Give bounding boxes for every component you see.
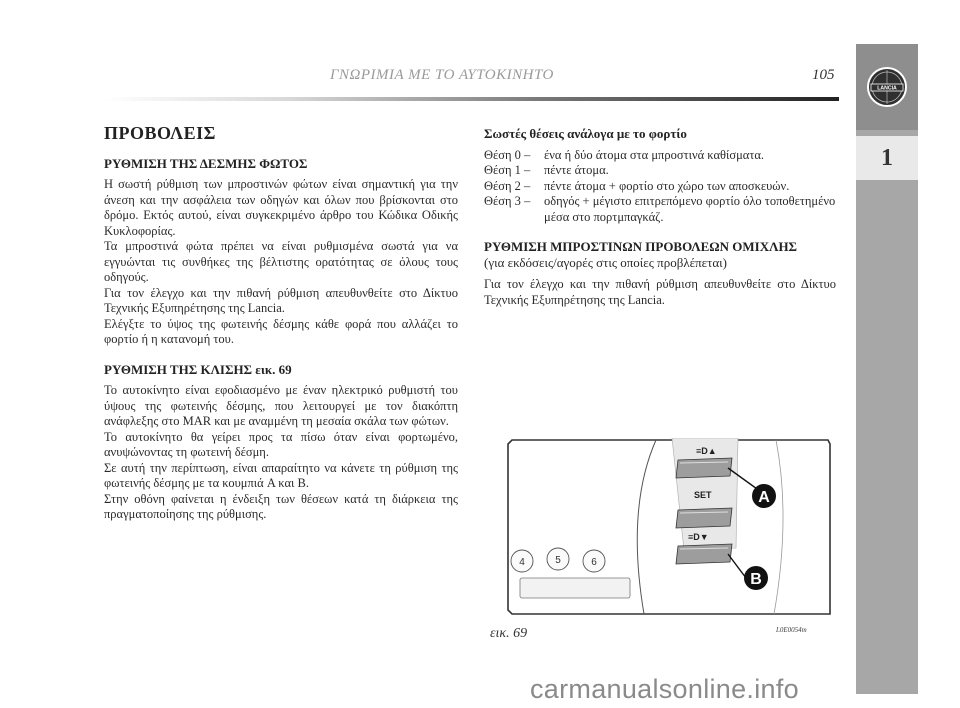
set-label: SET: [694, 490, 712, 500]
position-text: πέντε άτομα.: [544, 163, 609, 177]
chapter-number: 1: [856, 136, 918, 180]
preset-label: 6: [591, 557, 597, 568]
figure-69-dashboard-illustration: [506, 438, 836, 618]
position-text: ένα ή δύο άτομα στα μπροστινά καθίσματα.: [544, 147, 765, 162]
position-row: [484, 148, 836, 164]
preset-button-5: [547, 548, 569, 570]
beam-up-label: ≡D▲: [696, 446, 717, 456]
paragraph: Ελέγξτε το ύψος της φωτεινής δέσμης κάθε φορά που αλλάζει το φορτίο ή η κατανομή του.: [104, 316, 458, 346]
running-header-title: ΓΝΩΡΙΜΙΑ ΜΕ ΤΟ ΑΥΤΟΚΙΝΗΤΟ: [330, 67, 554, 83]
beam-down-label: ≡D▼: [688, 532, 709, 542]
section-heading: ΠΡΟΒΟΛΕΙΣ: [104, 123, 216, 143]
paragraph: Στην οθόνη φαίνεται η ένδειξη των θέσεων κατά τη διάρκεια της πραγματοποίησης της ρύθμισης.: [104, 491, 458, 521]
position-row: [484, 163, 836, 179]
figure-code: L0E0054m: [776, 626, 807, 634]
right-column: [484, 126, 836, 308]
beam-adjustment-heading: ΡΥΘΜΙΣΗ ΤΗΣ ΔΕΣΜΗΣ ΦΩΤΟΣ: [104, 155, 308, 171]
preset-label: 5: [555, 555, 561, 566]
position-label: Θέση 0 –: [484, 147, 531, 162]
set-button: [676, 508, 732, 528]
load-positions-heading: Σωστές θέσεις ανάλογα με το φορτίο: [484, 126, 687, 141]
fog-lights-heading: ΡΥΘΜΙΣΗ ΜΠΡΟΣΤΙΝΩΝ ΠΡΟΒΟΛΕΩΝ ΟΜΙΧΛΗΣ: [484, 239, 798, 254]
logo-text: LANCIA: [877, 85, 897, 92]
position-label: Θέση 3 –: [484, 194, 531, 208]
position-label: Θέση 1 –: [484, 163, 531, 177]
fog-lights-note: (για εκδόσεις/αγορές στις οποίες προβλέπεται): [484, 255, 727, 270]
callout-a-label: A: [758, 489, 770, 506]
page-number: 105: [812, 67, 835, 83]
position-text: οδηγός + μέγιστο επιτρεπόμενο φορτίο όλο τοποθετημένο μέσα στο πορτμπαγκάζ.: [544, 194, 836, 224]
paragraph: Η σωστή ρύθμιση των μπροστινών φώτων είναι σημαντική για την άνεση και την ασφάλεια των οδηγών και όλων που βρίσκονται στο δρόμο. Εκτός αυτού, είναι συγκεκριμένο άρθρο του Κώδικα Οδικής Κυκλοφορίας.: [104, 177, 458, 238]
position-text: πέντε άτομα + φορτίο στο χώρο των αποσκευών.: [544, 178, 790, 193]
position-row: [484, 179, 836, 195]
paragraph: Σε αυτή την περίπτωση, είναι απαραίτητο να κάνετε τη ρύθμιση της φωτεινής δέσμης με τα κουμπιά A και B.: [104, 460, 458, 490]
paragraph: Για τον έλεγχο και την πιθανή ρύθμιση απευθυνθείτε στο Δίκτυο Τεχνικής Εξυπηρέτησης της Lancia.: [104, 285, 458, 315]
paragraph: Το αυτοκίνητο είναι εφοδιασμένο με έναν ηλεκτρικό ρυθμιστή του ύψους της φωτεινής δέσμης, που λειτουργεί με τον διακόπτη ανάφλεξης στο MAR και με αναμμένη τη μεσαία σκάλα των φώτων.: [104, 383, 458, 428]
header-divider: [104, 97, 839, 101]
left-column: [104, 123, 458, 523]
watermark[interactable]: carmanualsonline.info: [530, 674, 799, 704]
position-row: [484, 194, 836, 225]
paragraph: Το αυτοκίνητο θα γείρει προς τα πίσω όταν είναι φορτωμένο, ανυψώνοντας τη φωτεινή δέσμη.: [104, 429, 458, 459]
position-label: Θέση 2 –: [484, 178, 531, 193]
preset-button-4: [511, 550, 533, 572]
callout-b: [744, 566, 768, 590]
tilt-adjustment-heading: ΡΥΘΜΙΣΗ ΤΗΣ ΚΛΙΣΗΣ εικ. 69: [104, 361, 292, 377]
callout-b-label: B: [750, 571, 762, 588]
callout-a: [752, 484, 776, 508]
paragraph: Για τον έλεγχο και την πιθανή ρύθμιση απευθυνθείτε στο Δίκτυο Τεχνικής Εξυπηρέτησης της Lancia.: [484, 277, 836, 307]
dashboard-slot: [520, 578, 630, 598]
preset-button-6: [583, 550, 605, 572]
beam-down-button: [676, 544, 732, 564]
lancia-logo-icon: [866, 66, 908, 108]
figure-caption: εικ. 69: [490, 626, 528, 641]
paragraph: Τα μπροστινά φώτα πρέπει να είναι ρυθμισμένα σωστά για να εγγυώνται τις συνθήκες της βέλτιστης ορατότητας σε όλους τους οδηγούς.: [104, 239, 458, 284]
preset-label: 4: [519, 557, 525, 568]
beam-up-button: [676, 458, 732, 478]
